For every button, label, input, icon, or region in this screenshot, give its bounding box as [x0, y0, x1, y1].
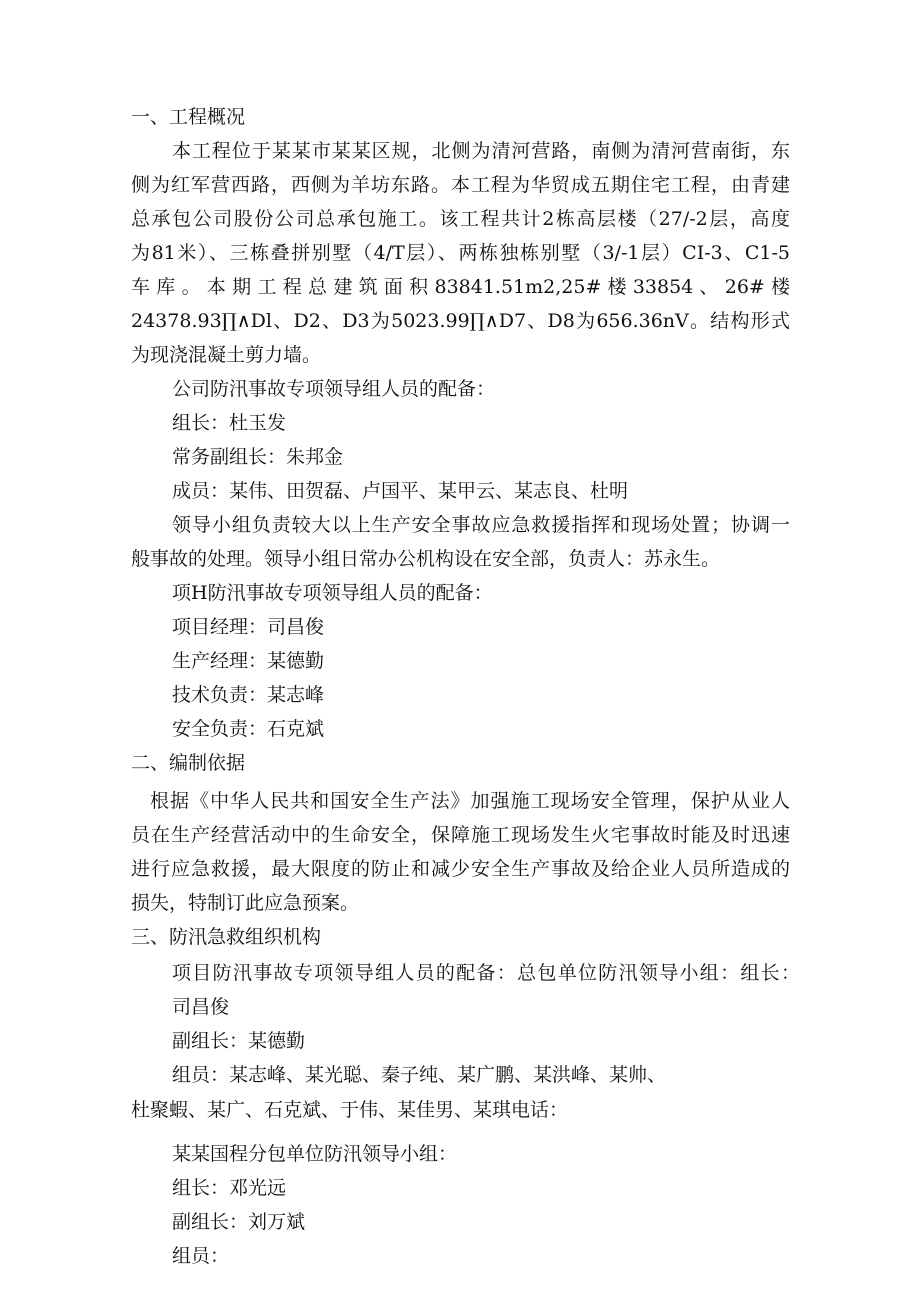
safety-lead: 安全负责：石克斌: [172, 718, 325, 740]
technical-lead: 技术负责：某志峰: [172, 684, 325, 706]
section-1-paragraph-line: 本工程位于某某市某某区规，北侧为清河营路，南侧为清河营南街，东: [172, 140, 790, 162]
subcontractor-group-title: 某某国程分包单位防汛领导小组：: [172, 1143, 458, 1165]
section-2-paragraph-line: 员在生产经营活动中的生命安全，保障施工现场发生火宅事故时能及时迅速: [131, 824, 790, 846]
section-3-members: 组员：某志峰、某光聪、秦子纯、某广鹏、某洪峰、某帅、: [172, 1064, 667, 1086]
project-manager: 项目经理：司昌俊: [172, 616, 325, 638]
section-2-heading: 二、编制依据: [131, 752, 246, 774]
company-deputy-leader: 常务副组长：朱邦金: [172, 446, 344, 468]
section-2-paragraph-line: 进行应急救援，最大限度的防止和减少安全生产事故及给企业人员所造成的: [131, 858, 790, 880]
project-group-title: 项H防汛事故专项领导组人员的配备：: [172, 582, 493, 604]
section-3-line: 项目防汛事故专项领导组人员的配备：总包单位防汛领导小组：组长：: [172, 962, 800, 984]
section-1-paragraph-line: 侧为红军营西路，西侧为羊坊东路。本工程为华贸成五期住宅工程，由青建: [131, 174, 790, 196]
company-leader: 组长：杜玉发: [172, 412, 287, 434]
production-manager: 生产经理：某德勤: [172, 650, 325, 672]
subcontractor-members: 组员：: [172, 1245, 230, 1267]
company-group-title: 公司防汛事故专项领导组人员的配备：: [172, 378, 496, 400]
section-1-paragraph-line: 车 库 。 本 期 工 程 总 建 筑 面 积 83841.51m2,25# 楼 33854 、 26# 楼: [131, 276, 790, 298]
section-1-paragraph-line: 24378.93∏∧Dl、D2、D3为5023.99∏∧D7、D8为656.36nV。结构形式: [131, 310, 790, 332]
section-3-line: 司昌俊: [172, 996, 230, 1018]
company-members: 成员：某伟、田贺磊、卢国平、某甲云、某志良、杜明: [172, 480, 629, 502]
section-1-paragraph-line: 为现浇混凝土剪力墙。: [131, 344, 322, 366]
company-duty-line: 领导小组负责较大以上生产安全事故应急救援指挥和现场处置；协调一: [172, 514, 790, 536]
section-3-members: 杜聚蝦、某广、石克斌、于伟、某佳男、某琪电话：: [131, 1099, 569, 1121]
section-1-paragraph-line: 为81米）、三栋叠拼别墅（4/T层）、两栋独栋别墅（3/-1层）CI-3、C1-5: [131, 242, 790, 264]
section-2-paragraph-line: 损失，特制订此应急预案。: [131, 892, 360, 914]
section-2-paragraph-line: 根据《中华人民共和国安全生产法》加强施工现场安全管理，保护从业人: [150, 790, 790, 812]
section-3-deputy-leader: 副组长：某德勤: [172, 1030, 306, 1052]
company-duty-line: 般事故的处理。领导小组日常办公机构设在安全部，负责人：苏永生。: [131, 548, 721, 570]
subcontractor-deputy-leader: 副组长：刘万斌: [172, 1211, 306, 1233]
section-1-paragraph-line: 总承包公司股份公司总承包施工。该工程共计2栋高层楼（27/-2层，高度: [131, 208, 790, 230]
section-1-heading: 一、工程概况: [131, 106, 246, 128]
subcontractor-leader: 组长：邓光远: [172, 1177, 287, 1199]
section-3-heading: 三、防汛急救组织机构: [131, 926, 322, 948]
